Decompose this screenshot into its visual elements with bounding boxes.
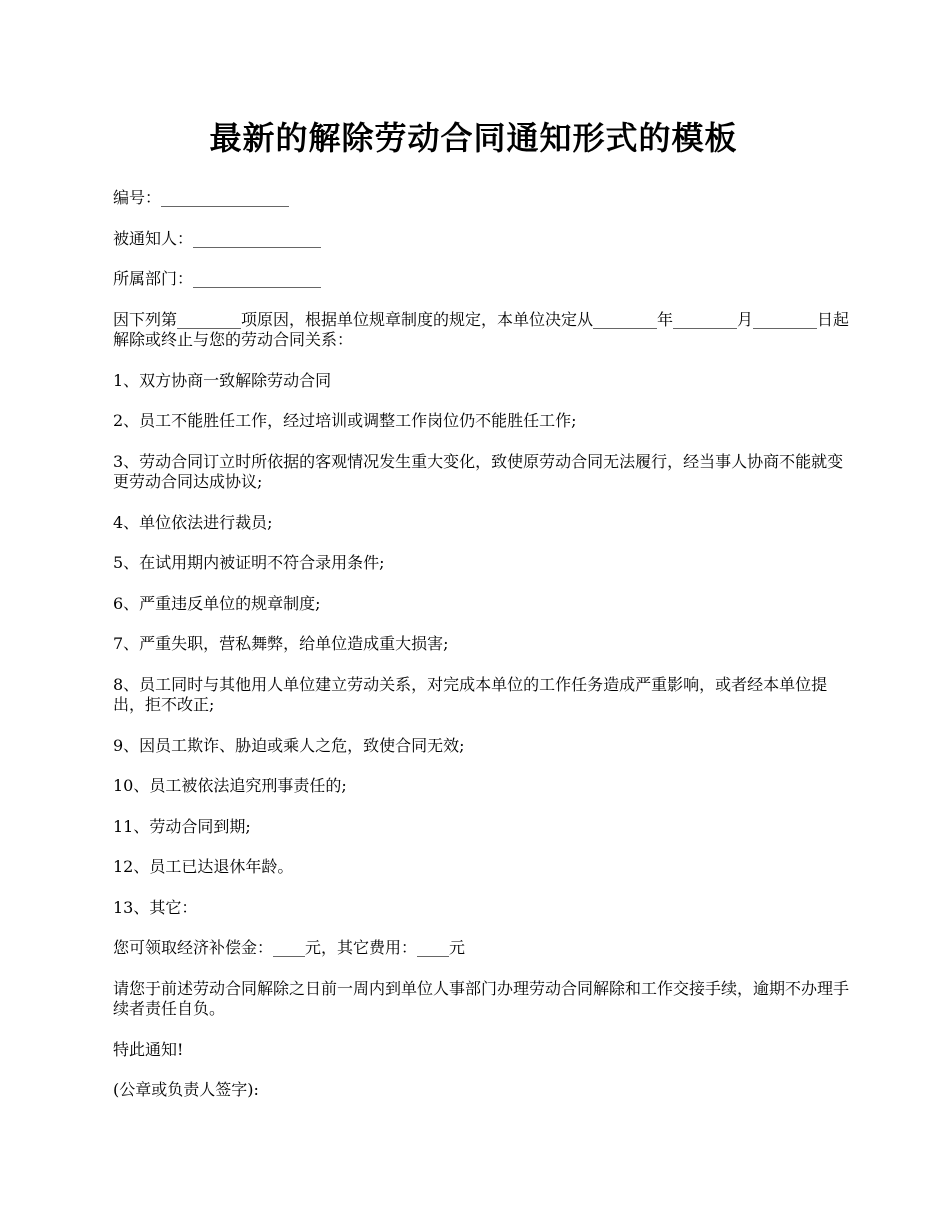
- compensation-line: 您可领取经济补偿金：____元，其它费用：____元: [113, 938, 466, 957]
- reason-item: 8、员工同时与其他用人单位建立劳动关系，对完成本单位的工作任务造成严重影响，或者经本单位提出，拒不改正;: [113, 674, 828, 714]
- reason-item: 7、严重失职，营私舞弊，给单位造成重大损害;: [113, 634, 449, 653]
- recipient-field: 被通知人：________________: [113, 228, 322, 248]
- reason-item: 5、在试用期内被证明不符合录用条件;: [113, 553, 385, 572]
- department-field: 所属部门：________________: [113, 269, 322, 288]
- reason-item: 12、员工已达退休年龄。: [113, 857, 294, 876]
- closing-line: 特此通知!: [113, 1039, 184, 1059]
- reason-item: 2、员工不能胜任工作，经过培训或调整工作岗位仍不能胜任工作;: [113, 411, 577, 430]
- reason-item: 1、双方协商一致解除劳动合同: [113, 370, 332, 390]
- reason-item: 11、劳动合同到期;: [113, 816, 251, 836]
- reason-item: 9、因员工欺诈、胁迫或乘人之危，致使合同无效;: [113, 735, 465, 755]
- reason-item: 10、员工被依法追究刑事责任的;: [113, 776, 347, 795]
- reason-item: 4、单位依法进行裁员;: [113, 512, 273, 532]
- reason-item: 3、劳动合同订立时所依据的客观情况发生重大变化，致使原劳动合同无法履行，经当事人协商不能就变更劳动合同达成协议;: [113, 451, 844, 491]
- procedure-paragraph: 请您于前述劳动合同解除之日前一周内到单位人事部门办理劳动合同解除和工作交接手续，逾期不办理手续者责任自负。: [113, 978, 850, 1018]
- reason-item: 13、其它：: [113, 897, 198, 917]
- number-field: 编号：________________: [113, 188, 290, 207]
- reason-item: 6、严重违反单位的规章制度;: [113, 593, 321, 613]
- document-title: 最新的解除劳动合同通知形式的模板: [209, 119, 738, 157]
- signature-line: (公章或负责人签字):: [113, 1080, 259, 1099]
- intro-paragraph: 因下列第________项原因，根据单位规章制度的规定，本单位决定从________年________月________日起解除或终止与您的劳动合同关系：: [113, 309, 850, 349]
